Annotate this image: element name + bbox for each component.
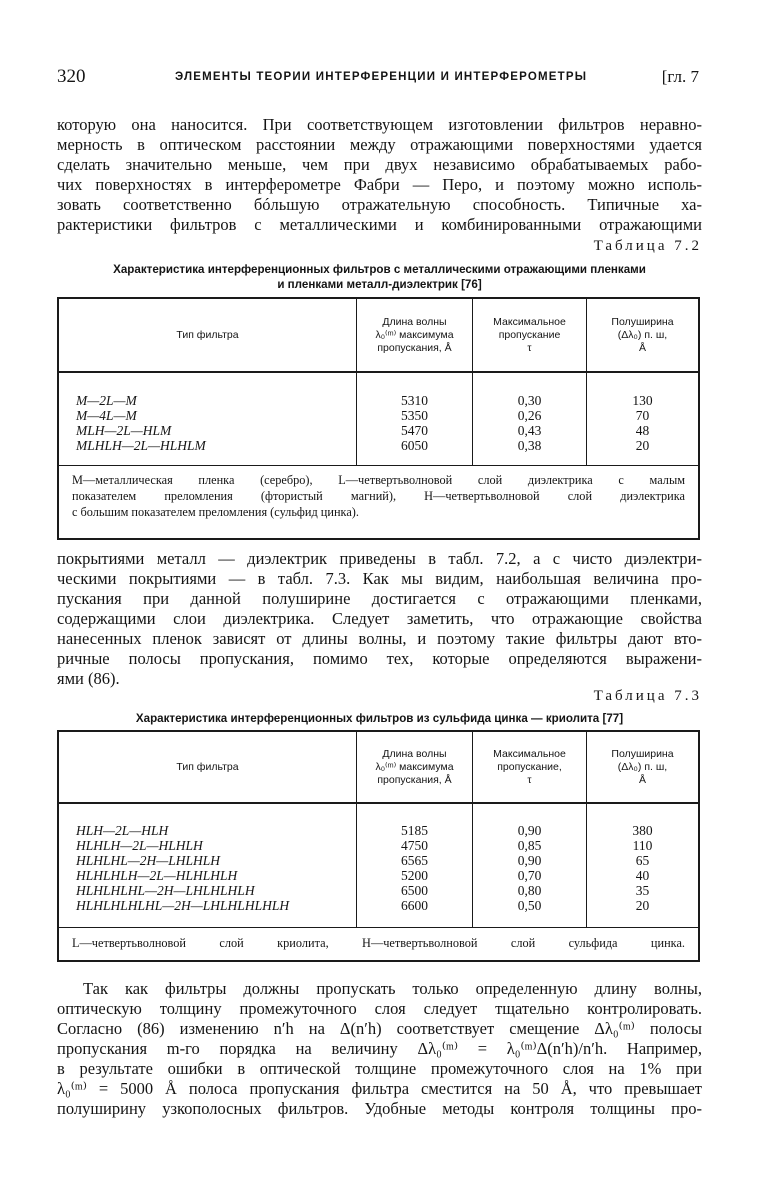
table-cell: 0,38 <box>517 438 542 453</box>
table-cell: M—4L—M <box>76 408 137 423</box>
table-cell: 0,43 <box>517 423 542 438</box>
table-cell: 5350 <box>401 408 428 423</box>
table-cell: 110 <box>632 838 653 853</box>
table-cell: 0,50 <box>517 898 542 913</box>
table-cell: 5470 <box>401 423 428 438</box>
table-7-3-caption <box>57 711 702 726</box>
table-cell: HLHLHLH—2L—HLHLHLH <box>76 868 238 883</box>
paragraph-1 <box>57 115 702 235</box>
table-cell: MLH—2L—HLM <box>76 423 172 438</box>
halfwidth-column <box>587 823 698 913</box>
table-cell: 0,85 <box>517 838 542 853</box>
header-wavelength: Длина волны λ₀⁽ᵐ⁾ максимума пропускания, Å <box>375 315 454 354</box>
text-line: зовать соответственно бóльшую отражательную способность. Типичные ха- <box>57 195 702 214</box>
transmission-column <box>473 823 586 913</box>
text-line: ческими покрытиями — в табл. 7.3. Как мы видим, наибольшая величина про- <box>57 569 702 588</box>
table-7-3 <box>57 730 700 962</box>
table-cell: MLHLH—2L—HLHLM <box>76 438 206 453</box>
table-cell: 0,30 <box>517 393 542 408</box>
table-cell: 70 <box>635 408 650 423</box>
table-7-3-label: Таблица 7.3 <box>593 688 702 704</box>
caption-line: Характеристика интерференционных фильтров с металлическими отражающими пленками <box>113 263 646 276</box>
text-line: пускания при данной полуширине достигается с отражающими пленками, <box>57 589 702 608</box>
wavelength-column <box>357 823 472 913</box>
caption-line: Характеристика интерференционных фильтров из сульфида цинка — криолита [77] <box>135 712 624 725</box>
text-line: покрытиями металл — диэлектрик приведены в табл. 7.2, а с чисто диэлектри- <box>57 549 702 568</box>
table-cell: HLHLHLHL—2H—LHLHLHLH <box>76 883 255 898</box>
text-line: мерность в оптическом расстоянии между отражающими поверхностями удается <box>57 135 702 154</box>
wavelength-column <box>357 393 472 453</box>
paragraph-2 <box>57 549 702 689</box>
paragraph-3 <box>57 979 702 1119</box>
table-cell: 5310 <box>401 393 428 408</box>
text-line: полуширину узкополосных фильтров. Удобные методы контроля толщины про- <box>57 1099 702 1118</box>
transmission-column <box>473 393 586 453</box>
table-cell: 6565 <box>401 853 428 868</box>
table-cell: 0,70 <box>517 868 542 883</box>
header-transmission: Максимальное пропускание, τ <box>493 747 566 786</box>
table-cell: 48 <box>635 423 650 438</box>
header-wavelength: Длина волны λ₀⁽ᵐ⁾ максимума пропускания, Å <box>375 747 454 786</box>
text-line: оптическую толщину промежуточного слоя следует тщательно контролировать. <box>57 999 702 1018</box>
table-cell: 40 <box>635 868 650 883</box>
text-line: λ₀⁽ᵐ⁾ = 5000 Å полоса пропускания фильтра сместится на 50 Å, что превышает <box>57 1079 702 1098</box>
running-header <box>57 66 701 90</box>
footnote-line: с большим показателем преломления (сульфид цинка). <box>72 505 359 519</box>
text-line: Так как фильтры должны пропускать только определенную длину волны, <box>83 979 702 998</box>
table-cell: 20 <box>635 898 650 913</box>
text-line: Согласно (86) изменению n′h на Δ(n′h) соответствует смещение Δλ₀⁽ᵐ⁾ полосы <box>57 1019 702 1038</box>
footnote-line: L—четвертьволновой слой криолита, H—четвертьволновой слой сульфида цинка. <box>72 936 685 950</box>
type-column <box>76 393 206 453</box>
table-cell: 65 <box>635 853 650 868</box>
table-cell: 6500 <box>401 883 428 898</box>
table-cell: HLH—2L—HLH <box>76 823 169 838</box>
running-title: ЭЛЕМЕНТЫ ТЕОРИИ ИНТЕРФЕРЕНЦИИ И ИНТЕРФЕРОМЕТРЫ <box>175 71 588 83</box>
table-footnote <box>59 465 698 538</box>
table-cell: 6600 <box>401 898 428 913</box>
type-column <box>76 823 289 913</box>
header-type: Тип фильтра <box>176 328 239 341</box>
table-7-2-caption <box>57 262 702 292</box>
text-line: в результате ошибки в оптической толщине промежуточного слоя на 1% при <box>57 1059 702 1078</box>
table-cell: 0,90 <box>517 823 542 838</box>
table-cell: 4750 <box>401 838 428 853</box>
text-line: содержащими слои диэлектрика. Следует заметить, что отражающие свойства <box>57 609 702 628</box>
table-cell: 0,90 <box>517 853 542 868</box>
text-line: ричные полосы пропускания, помимо тех, которые определяются выражени- <box>57 649 702 668</box>
text-line: которую она наносится. При соответствующем изготовлении фильтров неравно- <box>57 115 702 134</box>
text-line: пропускания m-го порядка на величину Δλ₀⁽ᵐ⁾ = λ₀⁽ᵐ⁾Δ(n′h)/n′h. Например, <box>57 1039 702 1058</box>
table-footnote <box>59 927 698 960</box>
table-cell: 5185 <box>401 823 428 838</box>
table-cell: 0,80 <box>517 883 542 898</box>
table-7-2-label: Таблица 7.2 <box>593 238 702 254</box>
table-cell: HLHLHLHLHL—2H—LHLHLHLHLH <box>76 898 290 913</box>
header-halfwidth: Полуширина (Δλ₀) п. ш, Å <box>611 315 674 354</box>
table-cell: 6050 <box>401 438 428 453</box>
text-line: нанесенных пленок зависят от длины волны, и поэтому такие фильтры дают вто- <box>57 629 702 648</box>
chapter-marker: [гл. 7 <box>661 67 699 86</box>
caption-line: и пленками металл-диэлектрик [76] <box>277 278 482 291</box>
text-line: ями (86). <box>57 669 120 688</box>
table-cell: HLHLH—2L—HLHLH <box>76 838 203 853</box>
footnote-line: показателем преломления (фтористый магний), H—четвертьволновой слой диэлектрика <box>72 489 685 503</box>
table-cell: M—2L—M <box>76 393 137 408</box>
page-number: 320 <box>57 66 86 87</box>
header-halfwidth: Полуширина (Δλ₀) п. ш, Å <box>611 747 674 786</box>
table-cell: 35 <box>635 883 650 898</box>
table-cell: 5200 <box>401 868 428 883</box>
footnote-line: M—металлическая пленка (серебро), L—четвертьволновой слой диэлектрика с малым <box>72 473 685 487</box>
table-cell: HLHLHL—2H—LHLHLH <box>76 853 221 868</box>
text-line: сделать значительно меньше, чем при двух независимо обрабатываемых рабо- <box>57 155 702 174</box>
table-cell: 20 <box>635 438 650 453</box>
halfwidth-column <box>587 393 698 453</box>
text-line: рактеристики фильтров с металлическими и комбинированными отражающими <box>57 215 702 234</box>
header-type: Тип фильтра <box>176 760 239 773</box>
text-line: чих поверхностях в интерферометре Фабри — Перо, и поэтому можно исполь- <box>57 175 702 194</box>
header-transmission: Максимальное пропускание τ <box>493 315 566 354</box>
table-cell: 380 <box>632 823 653 838</box>
table-7-2 <box>57 297 700 540</box>
table-cell: 0,26 <box>517 408 542 423</box>
table-cell: 130 <box>632 393 653 408</box>
